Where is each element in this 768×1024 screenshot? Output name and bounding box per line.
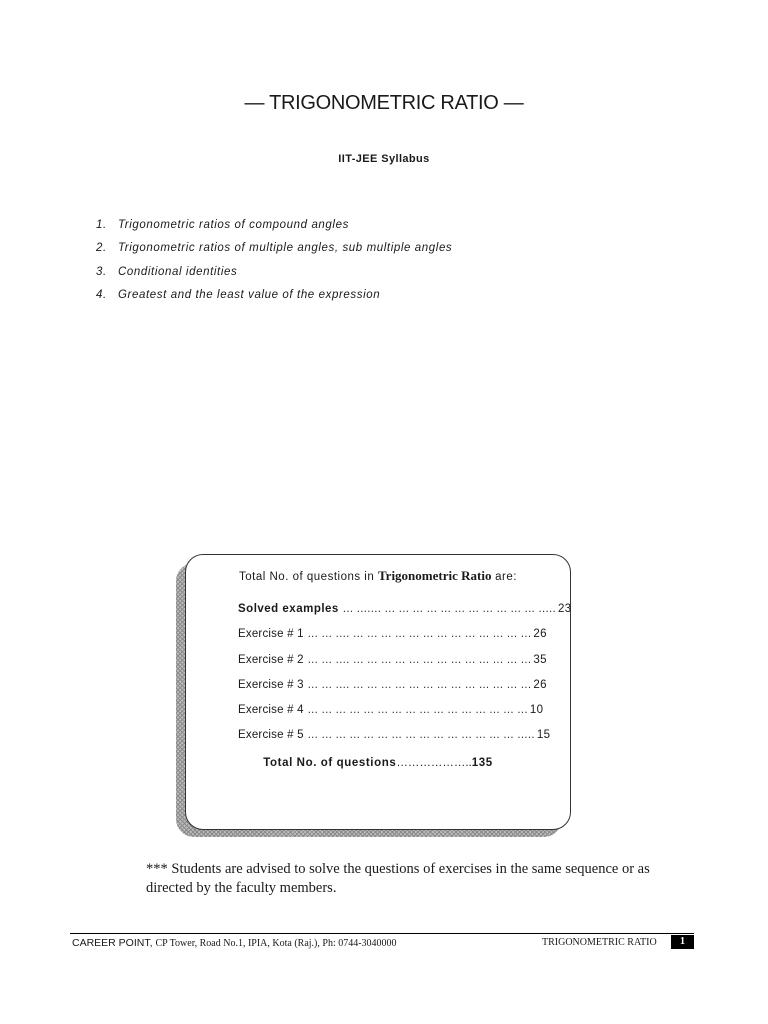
question-count-list [238, 603, 572, 755]
row-label: Solved examples [238, 603, 339, 615]
syllabus-item [96, 219, 452, 242]
item-number: 2. [96, 242, 107, 255]
count-row [238, 704, 544, 729]
row-count: 26 [533, 628, 547, 641]
count-row [238, 678, 547, 704]
total-label: Total No. of questions [263, 757, 397, 769]
footer-chapter: TRIGONOMETRIC RATIO [542, 937, 657, 948]
footer-address: CP Tower, Road No.1, IPIA, Kota (Raj.), Ph: 0744-3040000 [155, 938, 397, 949]
page-number: 1 [671, 935, 694, 949]
row-leader: ... ... .... ... ... ... ... ... ... ... ... ... ... ... ... ... [307, 653, 532, 666]
item-text: Conditional identities [118, 265, 238, 278]
summary-intro: Total No. of questions in [239, 571, 375, 583]
footer-divider [70, 933, 694, 934]
item-text: Trigonometric ratios of multiple angles, sub multiple angles [118, 242, 453, 255]
item-number: 4. [96, 288, 107, 301]
row-count: 23 [558, 603, 572, 615]
syllabus-item [96, 266, 452, 289]
count-row [238, 628, 547, 653]
page-title: — TRIGONOMETRIC RATIO — [244, 92, 524, 114]
row-count: 10 [529, 704, 544, 717]
row-label: Exercise # 1 [238, 628, 304, 641]
syllabus-list [96, 219, 452, 312]
row-leader: ... ....... ... ... ... ... ... ... ... ... ... ... ... ..... [342, 603, 557, 615]
summary-topic: Trigonometric Ratio [377, 568, 492, 583]
syllabus-item [96, 242, 452, 265]
total-questions [185, 757, 571, 769]
syllabus-heading: IIT-JEE Syllabus [338, 153, 430, 165]
count-row [238, 729, 551, 754]
item-number: 3. [96, 265, 107, 278]
total-count: 135 [471, 757, 493, 769]
row-label: Exercise # 3 [238, 678, 304, 691]
row-label: Exercise # 4 [238, 704, 304, 717]
item-number: 1. [96, 219, 107, 231]
row-count: 26 [533, 678, 547, 691]
footer-brand: CAREER POINT, [72, 937, 153, 949]
summary-heading [185, 568, 571, 584]
row-label: Exercise # 5 [238, 729, 304, 742]
count-row [238, 603, 572, 628]
item-text: Trigonometric ratios of compound angles [118, 219, 349, 231]
count-row [238, 653, 547, 679]
item-text: Greatest and the least value of the expression [118, 288, 381, 301]
summary-intro-end: are: [495, 571, 517, 583]
row-count: 35 [533, 653, 547, 666]
row-leader: ... ... ... ... ... ... ... ... ... ... ... ... ... ... ... ..... [307, 729, 535, 742]
total-leader: ……………….. [396, 757, 472, 769]
row-leader: ... ... ... ... ... ... ... ... ... ... ... ... ... ... ... ... [307, 704, 528, 717]
syllabus-item [96, 289, 452, 312]
row-leader: ... ... .... ... ... ... ... ... ... ... ... ... ... ... ... ... [307, 678, 532, 691]
row-count: 15 [536, 729, 551, 742]
advisory-note: *** Students are advised to solve the questions of exercises in the same sequence or as directed by the faculty members. [146, 861, 650, 896]
footer-publisher [72, 937, 397, 949]
row-label: Exercise # 2 [238, 653, 304, 666]
row-leader: ... ... .... ... ... ... ... ... ... ... ... ... ... ... ... ... [307, 628, 532, 641]
